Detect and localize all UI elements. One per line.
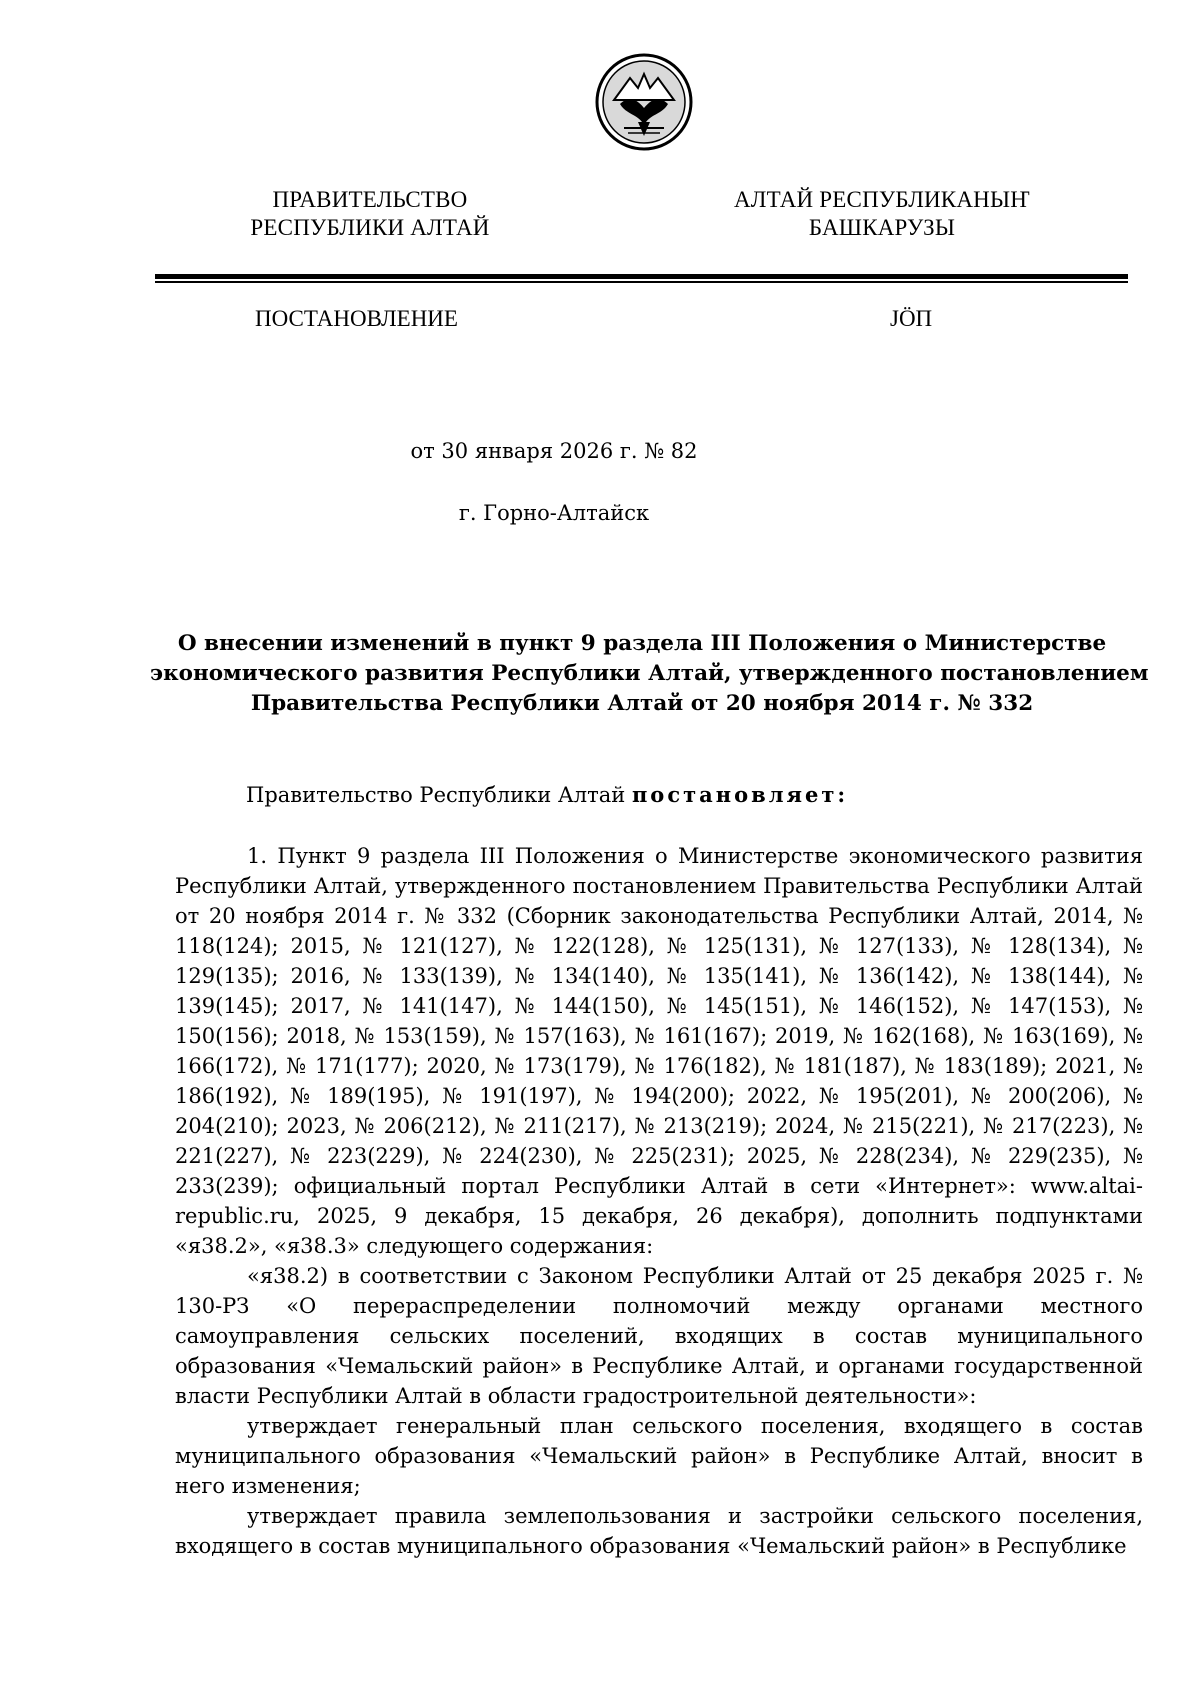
resolves-prefix: Правительство Республики Алтай: [246, 783, 632, 807]
coat-of-arms-icon: [594, 52, 694, 152]
title-line2: экономического развития Республики Алтай, утвержденного постановлением: [150, 661, 1149, 686]
header-left-line2: РЕСПУБЛИКИ АЛТАЙ: [250, 215, 490, 240]
government-name-alt: [732, 186, 1032, 242]
title-line1: О внесении изменений в пункт 9 раздела III Положения о Министерстве: [177, 631, 1107, 656]
resolves-line: [246, 780, 1146, 810]
decree-title: [150, 629, 1149, 719]
decree-type-ru: ПОСТАНОВЛЕНИЕ: [255, 306, 458, 331]
decree-body: [175, 841, 1143, 1561]
title-line3: Правительства Республики Алтай от 20 ноября 2014 г. № 332: [250, 691, 1034, 716]
decree-date-number: от 30 января 2026 г. № 82: [410, 439, 698, 463]
paragraph-1: 1. Пункт 9 раздела III Положения о Министерстве экономического развития Республики Алтай, утвержденного постановлением Правительства Республики Алтай от 20 ноября 2014 г. № 332 (Сборник законодательства Республики Алтай, 2014, № 118(124); 2015, № 121(127), № 122(128), № 125(131), № 127(133), № 128(134), № 129(135); 2016, № 133(139), № 134(140), № 135(141), № 136(142), № 138(144), № 139(145); 2017, № 141(147), № 144(150), № 145(151), № 146(152), № 147(153), № 150(156); 2018, № 153(159), № 157(163), № 161(167); 2019, № 162(168), № 163(169), № 166(172), № 171(177); 2020, № 173(179), № 176(182), № 181(187), № 183(189); 2021, № 186(192), № 189(195), № 191(197), № 194(200); 2022, № 195(201), № 200(206), № 204(210); 2023, № 206(212), № 211(217), № 213(219); 2024, № 215(221), № 217(223), № 221(227), № 223(229), № 224(230), № 225(231); 2025, № 228(234), № 229(235), № 233(239); официальный портал Республики Алтай в сети «Интернет»: www.altai-republic.ru, 2025, 9 декабря, 15 декабря, 26 декабря), дополнить подпунктами «я38.2», «я38.3» следующего содержания:: [175, 844, 1143, 1258]
header-divider-thin: [155, 281, 1128, 283]
decree-city: г. Горно-Алтайск: [458, 501, 650, 525]
paragraph-3: утверждает генеральный план сельского поселения, входящего в состав муниципального образования «Чемальский район» в Республике Алтай, вносит в него изменения;: [175, 1414, 1143, 1498]
paragraph-4: утверждает правила землепользования и застройки сельского поселения, входящего в состав муниципального образования «Чемальский район» в Республике: [175, 1504, 1143, 1558]
government-name-ru: [220, 186, 520, 242]
header-divider-thick: [155, 274, 1128, 279]
resolves-emphasis: постановляет:: [631, 782, 849, 807]
decree-type-alt: JÖП: [890, 306, 933, 331]
header-left-line1: ПРАВИТЕЛЬСТВО: [272, 187, 468, 212]
header-right-line1: АЛТАЙ РЕСПУБЛИКАНЫҤ: [734, 187, 1030, 212]
paragraph-2: «я38.2) в соответствии с Законом Республики Алтай от 25 декабря 2025 г. № 130-РЗ «О перераспределении полномочий между органами местного самоуправления сельских поселений, входящих в состав муниципального образования «Чемальский район» в Республике Алтай, и органами государственной власти Республики Алтай в области градостроительной деятельности»:: [175, 1264, 1143, 1408]
header-right-line2: БАШКАРУЗЫ: [808, 215, 956, 240]
